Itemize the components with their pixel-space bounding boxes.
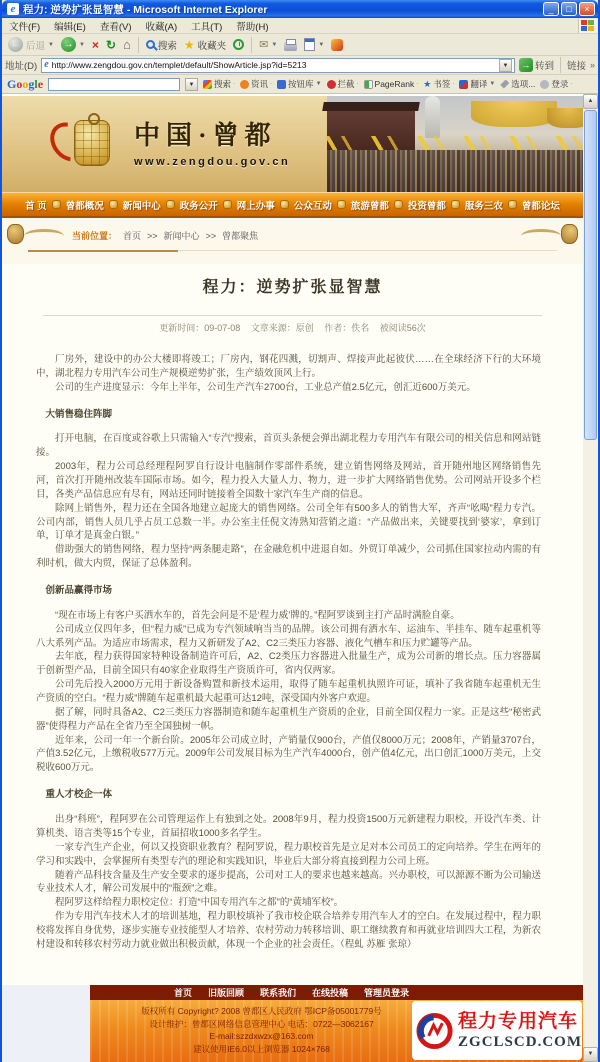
nav-item-news[interactable]: 新闻中心 (122, 200, 161, 212)
brand-name: 程力专用汽车 (458, 1010, 579, 1032)
meta-updated: 更新时间：09-07-08 (159, 323, 241, 333)
menu-edit[interactable]: 编辑(E) (54, 21, 86, 33)
dropdown-dot-icon: · (452, 81, 455, 87)
google-news-button[interactable]: 资讯 · (240, 78, 272, 90)
stop-icon: × (91, 37, 99, 52)
menu-favorites[interactable]: 收藏(A) (145, 21, 178, 33)
meta-views: 被阅读56次 (379, 323, 426, 333)
search-label: 搜索 (157, 40, 177, 52)
translate-icon (459, 80, 468, 89)
google-search-input[interactable] (48, 78, 180, 91)
article-title: 程力：逆势扩张显智慧 (202, 279, 383, 296)
toolbar-separator (138, 37, 139, 53)
links-label[interactable]: 链接 (566, 61, 586, 72)
paragraph: 打开电脑，在百度或谷歌上只需输入“专汽”搜索，首页头条便会弹出湖北程力专用汽车有限公司的相关信息和网站链接。 (36, 433, 541, 459)
menu-file[interactable]: 文件(F) (9, 21, 41, 33)
home-icon: ⌂ (123, 37, 131, 52)
favorites-button[interactable] (182, 37, 228, 53)
breadcrumb-separator: >> (147, 230, 158, 241)
edit-dropdown-icon[interactable]: ▼ (318, 41, 325, 48)
window-title: 程力: 逆势扩张显智慧 - Microsoft Internet Explorer (23, 3, 268, 16)
favorites-label: 收藏夹 (197, 40, 227, 52)
paragraph: 程阿罗这样给程力职校定位：打造“中国专用汽车之都”的“黄埔军校”。 (55, 897, 344, 909)
go-label: 转到 (534, 61, 554, 72)
nav-item-overview[interactable]: 曾都概况 (65, 200, 104, 212)
paragraph: 2003年，程力公司总经理程阿罗自行设计电脑制作零部件系统，建立销售网络及网站，首开随州地区网络销售先河，首次打开随州改装车国际市场。如今，程力投入大量人力、物力，进一步扩大网络销售优势。公司网站开设多个栏目，各类产品信息应有尽有，网站还同时链接着全国数十家汽车生产商的信息。 (36, 461, 541, 500)
nav-item-home[interactable]: 首 页 (25, 200, 47, 212)
footer-link-old-version[interactable]: 旧版回顾 (207, 988, 244, 998)
photo-canopy (471, 101, 557, 127)
home-button[interactable] (121, 36, 133, 53)
nav-separator-icon (394, 200, 403, 209)
google-button-gallery[interactable]: 按钮库 ▼ (277, 78, 321, 90)
google-translate-button[interactable]: 翻译 ▼ (459, 78, 495, 90)
print-icon (284, 42, 297, 51)
nav-separator-icon (52, 200, 61, 209)
dropdown-caret-icon: ▼ (315, 81, 322, 87)
footer-zone (2, 985, 583, 1062)
site-url: www.zengdou.gov.cn (134, 155, 291, 168)
paragraph: 出身“科班”，程阿罗在公司管理运作上有独到之处。2008年9月，程力投资1500万元新建程力职校，开设汽车类、计算机类、语言类等15个专业，首届招收1000多名学生。 (36, 814, 541, 839)
section-heading: 创新品赢得市场 (45, 585, 113, 597)
dropdown-dot-icon: · (356, 81, 359, 87)
scroll-up-icon[interactable]: ▲ (583, 94, 598, 109)
bell-icon (74, 120, 110, 166)
page-favicon-icon: e (44, 59, 49, 70)
footer-link-submit[interactable]: 在线投稿 (312, 988, 349, 998)
refresh-icon: ↻ (105, 37, 116, 52)
meta-author: 作者：佚名 (324, 323, 370, 333)
menu-view[interactable]: 查看(V) (99, 21, 132, 33)
dropdown-dot-icon: · (233, 81, 236, 87)
section-heading: 大销售稳住阵脚 (45, 408, 113, 420)
toolbar-separator (560, 57, 561, 73)
nav-separator-icon (223, 200, 232, 209)
nav-separator-icon (508, 200, 517, 209)
breadcrumb (72, 229, 513, 242)
nav-item-forum[interactable]: 曾都论坛 (521, 200, 560, 212)
google-search-dropdown-icon[interactable]: ▼ (185, 78, 198, 91)
footer-link-home[interactable]: 首页 (173, 988, 192, 998)
forward-button[interactable] (59, 36, 87, 53)
history-icon (233, 39, 244, 50)
paragraph: 作为专用汽车技术人才的培训基地，程力职校填补了我市校企联合培养专用汽车人才的空白。在发展过程中，程力职校将发挥自身优势，逐步实施专业技能型人才培养、农村劳动力转移培训、职工继续教育和再就业培训四大工程，为新农村建设和转移农村劳动力就业做出积极贡献，体现一个企业的社会责任。（程虬 苏雁 张琼） (36, 911, 541, 950)
site-logo (60, 115, 118, 173)
google-popup-blocker-button[interactable]: 拦截 · (327, 78, 359, 90)
email-line: E-mail:szzdxwzx@163.com (209, 1031, 314, 1041)
scrollbar-thumb[interactable] (584, 110, 597, 440)
nav-item-gov-affairs[interactable]: 政务公开 (179, 200, 218, 212)
popup-blocker-icon (327, 80, 336, 89)
article-meta (2, 316, 583, 334)
dropdown-dot-icon: · (570, 81, 573, 87)
back-button[interactable] (6, 36, 56, 53)
paragraph: “现在市场上有客户买洒水车的，首先会问是不是‘程力威’牌的。”程阿罗谈到主打产品时满脸自豪。 (55, 609, 460, 621)
forward-icon: → (61, 37, 76, 52)
photo-statue (425, 96, 440, 138)
paragraph: 公司成立仅四年多，但“程力威”已成为专汽领域响当当的品牌。该公司拥有洒水车、运油车、半挂车、随车起重机等八大系列产品。为适应市场需求，程力又新研发了A2、C2三类压力容器、液化气槽车和压力贮罐等产品。 (36, 623, 541, 649)
chengli-logo-icon (415, 1011, 454, 1051)
google-options-button[interactable]: 选项... (500, 78, 535, 90)
close-button[interactable]: × (579, 2, 595, 16)
bookmark-star-icon: ★ (423, 78, 432, 89)
address-dropdown-icon[interactable]: ▼ (499, 59, 512, 72)
paragraph: 借助强大的销售网络，程力坚持“两条腿走路”，在金融危机中进退自如。外贸订单减少，公司抓住国家拉动内需的有利时机，做大内贸，保证了总体盈利。 (36, 544, 541, 570)
toolbar-separator (251, 37, 252, 53)
browser-viewport (2, 94, 598, 1062)
banner-left (2, 96, 327, 192)
vertical-scrollbar[interactable] (583, 94, 598, 1062)
paragraph: 厂房外，建设中的办公大楼即将竣工；厂房内，钢花四溅，切割声、焊接声此起彼伏……在全球经济下行的大环境中，湖北程力专用汽车公司生产规模逆势扩张，生产绩效顶风上行。 (36, 354, 541, 379)
breadcrumb-home[interactable]: 首页 (123, 231, 142, 241)
search-icon (146, 40, 155, 49)
google-toolbar (2, 75, 598, 94)
maximize-button[interactable]: □ (561, 2, 577, 16)
forward-dropdown-icon[interactable]: ▼ (78, 41, 85, 48)
ornament-left (7, 221, 67, 249)
footer (90, 1000, 583, 1062)
back-icon: ← (8, 37, 23, 52)
webpage (2, 94, 583, 1062)
breadcrumb-news-center[interactable]: 新闻中心 (163, 231, 200, 241)
user-icon (540, 80, 549, 89)
copyright-line: 版权所有 Copyright? 2008 曾都区人民政府 鄂ICP备05001779号 (141, 1006, 382, 1016)
title-bar (2, 0, 598, 18)
meta-source: 文章来源：原创 (250, 323, 314, 333)
menu-bar (2, 18, 598, 34)
google-pagerank-button[interactable]: PageRank · (364, 79, 419, 89)
button-gallery-icon (277, 80, 286, 89)
breadcrumb-label: 当前位置： (72, 231, 118, 241)
pagerank-icon (364, 80, 373, 89)
google-signin-button[interactable]: 登录 · (540, 78, 572, 90)
news-icon (240, 80, 249, 89)
windows-logo-icon (578, 19, 597, 33)
divider-accent (28, 250, 178, 252)
google-g-icon (203, 80, 212, 89)
nav-item-online-services[interactable]: 网上办事 (236, 200, 275, 212)
article-body (36, 353, 541, 952)
messenger-icon (331, 39, 343, 51)
main-nav (2, 192, 583, 218)
footer-left-gutter (2, 985, 90, 1062)
favorites-star-icon: ★ (183, 37, 195, 52)
edit-button[interactable] (302, 37, 326, 52)
brand-text (458, 1010, 582, 1051)
history-button[interactable] (231, 38, 246, 51)
bell-ornament-icon (7, 224, 24, 244)
mail-icon: ✉ (259, 39, 269, 51)
site-name: 中国·曾都 (134, 120, 277, 150)
banner-photo (327, 96, 583, 192)
address-url: http://www.zengdou.gov.cn/templet/default/ShowArticle.jsp?id=5213 (51, 60, 307, 70)
messenger-button[interactable] (329, 38, 345, 52)
dropdown-dot-icon: · (416, 81, 419, 87)
footer-nav (90, 985, 583, 1000)
address-label: 地址(D) (5, 61, 38, 72)
google-bookmarks-button[interactable]: ★ 书签 · (423, 78, 455, 89)
nav-separator-icon (109, 200, 118, 209)
menu-tools[interactable]: 工具(T) (191, 21, 223, 33)
paragraph: 除网上销售外，程力还在全国各地建立起庞大的销售网络。公司全年有500多人的销售大军，齐声“吆喝”程力专汽。公司内部，销售人员几乎占员工总数一半。办公室主任倪文涛熟知营销之道：“产品做出来，关键要找到‘婆家’，拿到订单，订单才是真金白银。” (36, 502, 541, 542)
address-input[interactable] (41, 58, 515, 73)
nav-separator-icon (337, 200, 346, 209)
nav-separator-icon (451, 200, 460, 209)
footer-link-admin-login[interactable]: 管理员登录 (364, 988, 410, 998)
stop-button[interactable] (90, 37, 101, 53)
go-arrow-icon: → (519, 58, 533, 72)
paragraph: 公司先后投入2000万元用于新设备购置和新技术运用，取得了随车起重机执照许可证，填补了我省随车起重机无生产资质的空白。“程力威”牌随车起重机最大起重可达12吨，深受国内外客户欢迎。 (36, 679, 541, 705)
mail-dropdown-icon[interactable]: ▼ (271, 41, 278, 48)
paragraph: 去年底，程力获得国家特种设备制造许可后，A2、C2类压力容器进入批量生产，成为公司新的增长点。压力容器属于创新型产品，目前全国只有40家企业取得生产资质许可，省内仅两家。 (36, 651, 541, 677)
nav-item-rural-services[interactable]: 服务三农 (464, 200, 503, 212)
mail-button[interactable] (257, 37, 279, 52)
breadcrumb-separator: >> (205, 230, 217, 241)
bell-ornament-icon (561, 224, 578, 244)
google-search-button[interactable]: 搜索 · (203, 78, 235, 90)
paragraph: 公司的生产进度显示：今年上半年，公司生产汽车2700台，工业总产值2.5亿元，创汇近600万美元。 (55, 381, 476, 393)
refresh-button[interactable] (104, 37, 118, 53)
paragraph: 近年来，公司一年一个新台阶。2005年公司成立时，产销量仅900台，产值仅8000万元；2008年，产销量3707台，产值3.52亿元，上缴税收577万元。2009年公司发展目标为生产汽车4000台，创产值4亿元，出口创汇1000万美元，上交税收600万元。 (36, 734, 541, 774)
dropdown-caret-icon: ▼ (489, 81, 496, 87)
ie-icon: e (7, 3, 19, 15)
article (2, 264, 583, 985)
paragraph: 一家专汽生产企业，何以又投资职业教育？程阿罗说，程力职校首先是立足对本公司员工的定向培养。学生在两年的学习和实践中，会掌握所有类型专汽的理论和实践知识，毕业后大部分将直接到程力公司上班。 (36, 841, 541, 867)
ornament-right (518, 221, 578, 249)
nav-separator-icon (280, 200, 289, 209)
brand-domain: ZGCLSCD.COM (458, 1033, 582, 1050)
nav-separator-icon (166, 200, 175, 209)
dropdown-dot-icon: · (270, 81, 273, 87)
links-chevron-icon[interactable]: » (589, 60, 595, 70)
google-logo: Google (7, 77, 44, 91)
scroll-down-icon[interactable]: ▼ (583, 1047, 598, 1062)
print-button[interactable] (282, 38, 299, 52)
maintainer-line: 设计维护：曾都区网络信息管理中心 电话：0722—3062167 (149, 1018, 374, 1029)
go-button[interactable] (519, 58, 554, 72)
paragraph: 随着产品科技含量及生产安全要求的逐步提高，公司对工人的要求也越来越高。兴办职校，可以源源不断为公司输送专业技术人才，解公司发展中的“瓶颈”之难。 (36, 869, 541, 895)
address-bar (2, 56, 598, 75)
footer-link-contact[interactable]: 联系我们 (259, 988, 296, 998)
breadcrumb-focus[interactable]: 曾都聚焦 (222, 231, 259, 241)
edit-page-icon (304, 38, 315, 51)
nav-item-public-interaction[interactable]: 公众互动 (293, 200, 332, 212)
search-button[interactable] (144, 37, 179, 53)
breadcrumb-section (2, 218, 583, 264)
ie-toolbar (2, 34, 598, 56)
nav-item-investment[interactable]: 投资曾都 (407, 200, 446, 212)
photo-canopy (547, 108, 583, 128)
section-heading: 重人才校企一体 (45, 789, 113, 801)
paragraph: 据了解，同时具备A2、C2三类压力容器制造和随车起重机生产资质的企业，目前全国仅程力一家。正是这些“秘密武器”使得程力产品在全省乃至全国独树一帜。 (36, 706, 541, 732)
menu-help[interactable]: 帮助(H) (236, 21, 269, 33)
wrench-icon (500, 80, 509, 89)
chengli-brand-watermark (412, 1001, 582, 1060)
site-banner (2, 96, 583, 192)
site-identity (134, 121, 290, 168)
photo-crowd (327, 150, 583, 192)
back-dropdown-icon[interactable]: ▼ (48, 41, 54, 48)
minimize-button[interactable]: _ (543, 2, 559, 16)
footer-main (90, 985, 583, 1062)
browser-advice-line: 建议使用IE6.0以上浏览器 1024×768 (193, 1043, 330, 1054)
nav-item-tourism[interactable]: 旅游曾都 (350, 200, 389, 212)
back-label: 后退 (26, 40, 46, 52)
